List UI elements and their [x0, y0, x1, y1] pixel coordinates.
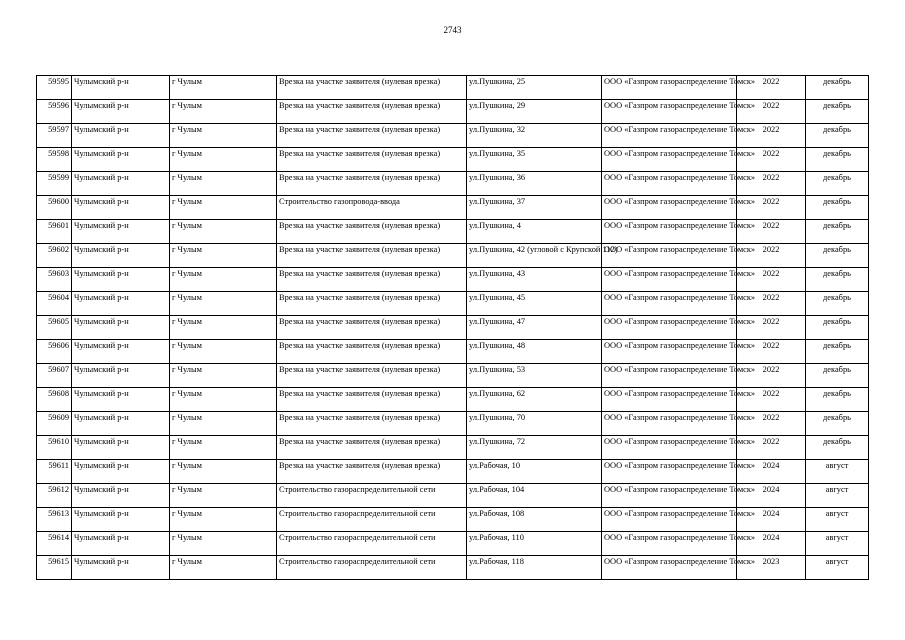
address-cell: ул.Пушкина, 70 [467, 412, 602, 436]
city-cell: г Чулым [170, 484, 277, 508]
work-type-cell: Врезка на участке заявителя (нулевая врезка) [277, 292, 467, 316]
address-cell: ул.Пушкина, 25 [467, 76, 602, 100]
work-type-cell: Врезка на участке заявителя (нулевая врезка) [277, 148, 467, 172]
organization-cell: ООО «Газпром газораспределение Томск» [602, 196, 737, 220]
year-cell: 2024 [737, 484, 806, 508]
city-cell: г Чулым [170, 100, 277, 124]
work-type-cell: Врезка на участке заявителя (нулевая врезка) [277, 436, 467, 460]
year-cell: 2022 [737, 172, 806, 196]
district-cell: Чулымский р-н [72, 460, 170, 484]
row-id-cell: 59604 [37, 292, 72, 316]
address-cell: ул.Пушкина, 35 [467, 148, 602, 172]
work-type-cell: Врезка на участке заявителя (нулевая врезка) [277, 388, 467, 412]
organization-cell: ООО «Газпром газораспределение Томск» [602, 460, 737, 484]
row-id-cell: 59603 [37, 268, 72, 292]
year-cell: 2022 [737, 148, 806, 172]
work-type-cell: Врезка на участке заявителя (нулевая врезка) [277, 412, 467, 436]
month-cell: декабрь [806, 100, 869, 124]
row-id-cell: 59615 [37, 556, 72, 580]
work-type-cell: Врезка на участке заявителя (нулевая врезка) [277, 268, 467, 292]
year-cell: 2022 [737, 76, 806, 100]
organization-cell: ООО «Газпром газораспределение Томск» [602, 532, 737, 556]
work-type-cell: Строительство газораспределительной сети [277, 484, 467, 508]
organization-cell: ООО «Газпром газораспределение Томск» [602, 484, 737, 508]
district-cell: Чулымский р-н [72, 220, 170, 244]
table-row [37, 532, 869, 556]
month-cell: декабрь [806, 268, 869, 292]
row-id-cell: 59611 [37, 460, 72, 484]
month-cell: декабрь [806, 196, 869, 220]
gasification-table [36, 75, 869, 580]
year-cell: 2024 [737, 532, 806, 556]
year-cell: 2022 [737, 244, 806, 268]
city-cell: г Чулым [170, 76, 277, 100]
organization-cell: ООО «Газпром газораспределение Томск» [602, 172, 737, 196]
month-cell: декабрь [806, 364, 869, 388]
work-type-cell: Врезка на участке заявителя (нулевая врезка) [277, 316, 467, 340]
district-cell: Чулымский р-н [72, 268, 170, 292]
month-cell: декабрь [806, 244, 869, 268]
year-cell: 2022 [737, 292, 806, 316]
table-row [37, 556, 869, 580]
table-row [37, 508, 869, 532]
organization-cell: ООО «Газпром газораспределение Томск» [602, 388, 737, 412]
organization-cell: ООО «Газпром газораспределение Томск» [602, 316, 737, 340]
page-number: 2743 [443, 25, 462, 35]
row-id-cell: 59595 [37, 76, 72, 100]
row-id-cell: 59601 [37, 220, 72, 244]
organization-cell: ООО «Газпром газораспределение Томск» [602, 76, 737, 100]
address-cell: ул.Рабочая, 104 [467, 484, 602, 508]
address-cell: ул.Пушкина, 45 [467, 292, 602, 316]
work-type-cell: Врезка на участке заявителя (нулевая врезка) [277, 340, 467, 364]
district-cell: Чулымский р-н [72, 364, 170, 388]
organization-cell: ООО «Газпром газораспределение Томск» [602, 508, 737, 532]
city-cell: г Чулым [170, 436, 277, 460]
organization-cell: ООО «Газпром газораспределение Томск» [602, 220, 737, 244]
table-row [37, 172, 869, 196]
district-cell: Чулымский р-н [72, 196, 170, 220]
row-id-cell: 59599 [37, 172, 72, 196]
work-type-cell: Врезка на участке заявителя (нулевая врезка) [277, 124, 467, 148]
row-id-cell: 59598 [37, 148, 72, 172]
year-cell: 2022 [737, 388, 806, 412]
table-row [37, 124, 869, 148]
year-cell: 2022 [737, 124, 806, 148]
district-cell: Чулымский р-н [72, 556, 170, 580]
work-type-cell: Врезка на участке заявителя (нулевая врезка) [277, 364, 467, 388]
row-id-cell: 59614 [37, 532, 72, 556]
address-cell: ул.Пушкина, 48 [467, 340, 602, 364]
year-cell: 2024 [737, 508, 806, 532]
table-row [37, 460, 869, 484]
address-cell: ул.Рабочая, 110 [467, 532, 602, 556]
city-cell: г Чулым [170, 196, 277, 220]
year-cell: 2022 [737, 268, 806, 292]
city-cell: г Чулым [170, 460, 277, 484]
organization-cell: ООО «Газпром газораспределение Томск» [602, 436, 737, 460]
organization-cell: ООО «Газпром газораспределение Томск» [602, 340, 737, 364]
city-cell: г Чулым [170, 244, 277, 268]
district-cell: Чулымский р-н [72, 148, 170, 172]
address-cell: ул.Пушкина, 4 [467, 220, 602, 244]
address-cell: ул.Рабочая, 10 [467, 460, 602, 484]
row-id-cell: 59612 [37, 484, 72, 508]
city-cell: г Чулым [170, 148, 277, 172]
work-type-cell: Врезка на участке заявителя (нулевая врезка) [277, 172, 467, 196]
month-cell: декабрь [806, 124, 869, 148]
district-cell: Чулымский р-н [72, 484, 170, 508]
organization-cell: ООО «Газпром газораспределение Томск» [602, 412, 737, 436]
organization-cell: ООО «Газпром газораспределение Томск» [602, 364, 737, 388]
row-id-cell: 59596 [37, 100, 72, 124]
district-cell: Чулымский р-н [72, 292, 170, 316]
city-cell: г Чулым [170, 292, 277, 316]
year-cell: 2022 [737, 364, 806, 388]
year-cell: 2022 [737, 412, 806, 436]
table-row [37, 340, 869, 364]
row-id-cell: 59610 [37, 436, 72, 460]
district-cell: Чулымский р-н [72, 316, 170, 340]
row-id-cell: 59613 [37, 508, 72, 532]
district-cell: Чулымский р-н [72, 436, 170, 460]
table-row [37, 196, 869, 220]
city-cell: г Чулым [170, 316, 277, 340]
table-row [37, 244, 869, 268]
city-cell: г Чулым [170, 124, 277, 148]
table-row [37, 388, 869, 412]
district-cell: Чулымский р-н [72, 532, 170, 556]
district-cell: Чулымский р-н [72, 244, 170, 268]
city-cell: г Чулым [170, 556, 277, 580]
organization-cell: ООО «Газпром газораспределение Томск» [602, 292, 737, 316]
table-row [37, 76, 869, 100]
district-cell: Чулымский р-н [72, 76, 170, 100]
row-id-cell: 59597 [37, 124, 72, 148]
work-type-cell: Врезка на участке заявителя (нулевая врезка) [277, 100, 467, 124]
work-type-cell: Врезка на участке заявителя (нулевая врезка) [277, 244, 467, 268]
month-cell: декабрь [806, 76, 869, 100]
district-cell: Чулымский р-н [72, 124, 170, 148]
work-type-cell: Врезка на участке заявителя (нулевая врезка) [277, 220, 467, 244]
row-id-cell: 59609 [37, 412, 72, 436]
table-row [37, 412, 869, 436]
month-cell: август [806, 460, 869, 484]
month-cell: декабрь [806, 292, 869, 316]
month-cell: август [806, 508, 869, 532]
organization-cell: ООО «Газпром газораспределение Томск» [602, 556, 737, 580]
year-cell: 2022 [737, 196, 806, 220]
month-cell: август [806, 556, 869, 580]
address-cell: ул.Пушкина, 32 [467, 124, 602, 148]
district-cell: Чулымский р-н [72, 100, 170, 124]
month-cell: декабрь [806, 148, 869, 172]
table-row [37, 100, 869, 124]
address-cell: ул.Пушкина, 43 [467, 268, 602, 292]
city-cell: г Чулым [170, 532, 277, 556]
city-cell: г Чулым [170, 220, 277, 244]
district-cell: Чулымский р-н [72, 340, 170, 364]
table-row [37, 484, 869, 508]
city-cell: г Чулым [170, 364, 277, 388]
district-cell: Чулымский р-н [72, 172, 170, 196]
row-id-cell: 59608 [37, 388, 72, 412]
work-type-cell: Врезка на участке заявителя (нулевая врезка) [277, 460, 467, 484]
month-cell: август [806, 532, 869, 556]
organization-cell: ООО «Газпром газораспределение Томск» [602, 268, 737, 292]
table-row [37, 364, 869, 388]
row-id-cell: 59600 [37, 196, 72, 220]
city-cell: г Чулым [170, 388, 277, 412]
year-cell: 2022 [737, 436, 806, 460]
year-cell: 2022 [737, 316, 806, 340]
month-cell: декабрь [806, 316, 869, 340]
organization-cell: ООО «Газпром газораспределение Томск» [602, 148, 737, 172]
month-cell: декабрь [806, 172, 869, 196]
organization-cell: ООО «Газпром газораспределение Томск» [602, 100, 737, 124]
year-cell: 2023 [737, 556, 806, 580]
table-row [37, 436, 869, 460]
city-cell: г Чулым [170, 268, 277, 292]
address-cell: ул.Пушкина, 42 (угловой с Крупской 112) [467, 244, 602, 268]
address-cell: ул.Рабочая, 118 [467, 556, 602, 580]
organization-cell: ООО «Газпром газораспределение Томск» [602, 244, 737, 268]
work-type-cell: Врезка на участке заявителя (нулевая врезка) [277, 76, 467, 100]
year-cell: 2022 [737, 100, 806, 124]
address-cell: ул.Пушкина, 62 [467, 388, 602, 412]
address-cell: ул.Пушкина, 36 [467, 172, 602, 196]
year-cell: 2024 [737, 460, 806, 484]
month-cell: август [806, 484, 869, 508]
city-cell: г Чулым [170, 172, 277, 196]
organization-cell: ООО «Газпром газораспределение Томск» [602, 124, 737, 148]
district-cell: Чулымский р-н [72, 412, 170, 436]
month-cell: декабрь [806, 436, 869, 460]
work-type-cell: Строительство газораспределительной сети [277, 532, 467, 556]
month-cell: декабрь [806, 388, 869, 412]
district-cell: Чулымский р-н [72, 508, 170, 532]
row-id-cell: 59602 [37, 244, 72, 268]
work-type-cell: Строительство газораспределительной сети [277, 508, 467, 532]
address-cell: ул.Рабочая, 108 [467, 508, 602, 532]
table-row [37, 316, 869, 340]
address-cell: ул.Пушкина, 53 [467, 364, 602, 388]
work-type-cell: Строительство газопровода-ввода [277, 196, 467, 220]
table-row [37, 268, 869, 292]
year-cell: 2022 [737, 340, 806, 364]
address-cell: ул.Пушкина, 47 [467, 316, 602, 340]
address-cell: ул.Пушкина, 29 [467, 100, 602, 124]
district-cell: Чулымский р-н [72, 388, 170, 412]
month-cell: декабрь [806, 412, 869, 436]
table-row [37, 220, 869, 244]
month-cell: декабрь [806, 220, 869, 244]
month-cell: декабрь [806, 340, 869, 364]
work-type-cell: Строительство газораспределительной сети [277, 556, 467, 580]
city-cell: г Чулым [170, 412, 277, 436]
year-cell: 2022 [737, 220, 806, 244]
table-body [37, 76, 869, 580]
row-id-cell: 59607 [37, 364, 72, 388]
city-cell: г Чулым [170, 340, 277, 364]
table-row [37, 148, 869, 172]
address-cell: ул.Пушкина, 72 [467, 436, 602, 460]
row-id-cell: 59605 [37, 316, 72, 340]
row-id-cell: 59606 [37, 340, 72, 364]
table-row [37, 292, 869, 316]
address-cell: ул.Пушкина, 37 [467, 196, 602, 220]
city-cell: г Чулым [170, 508, 277, 532]
